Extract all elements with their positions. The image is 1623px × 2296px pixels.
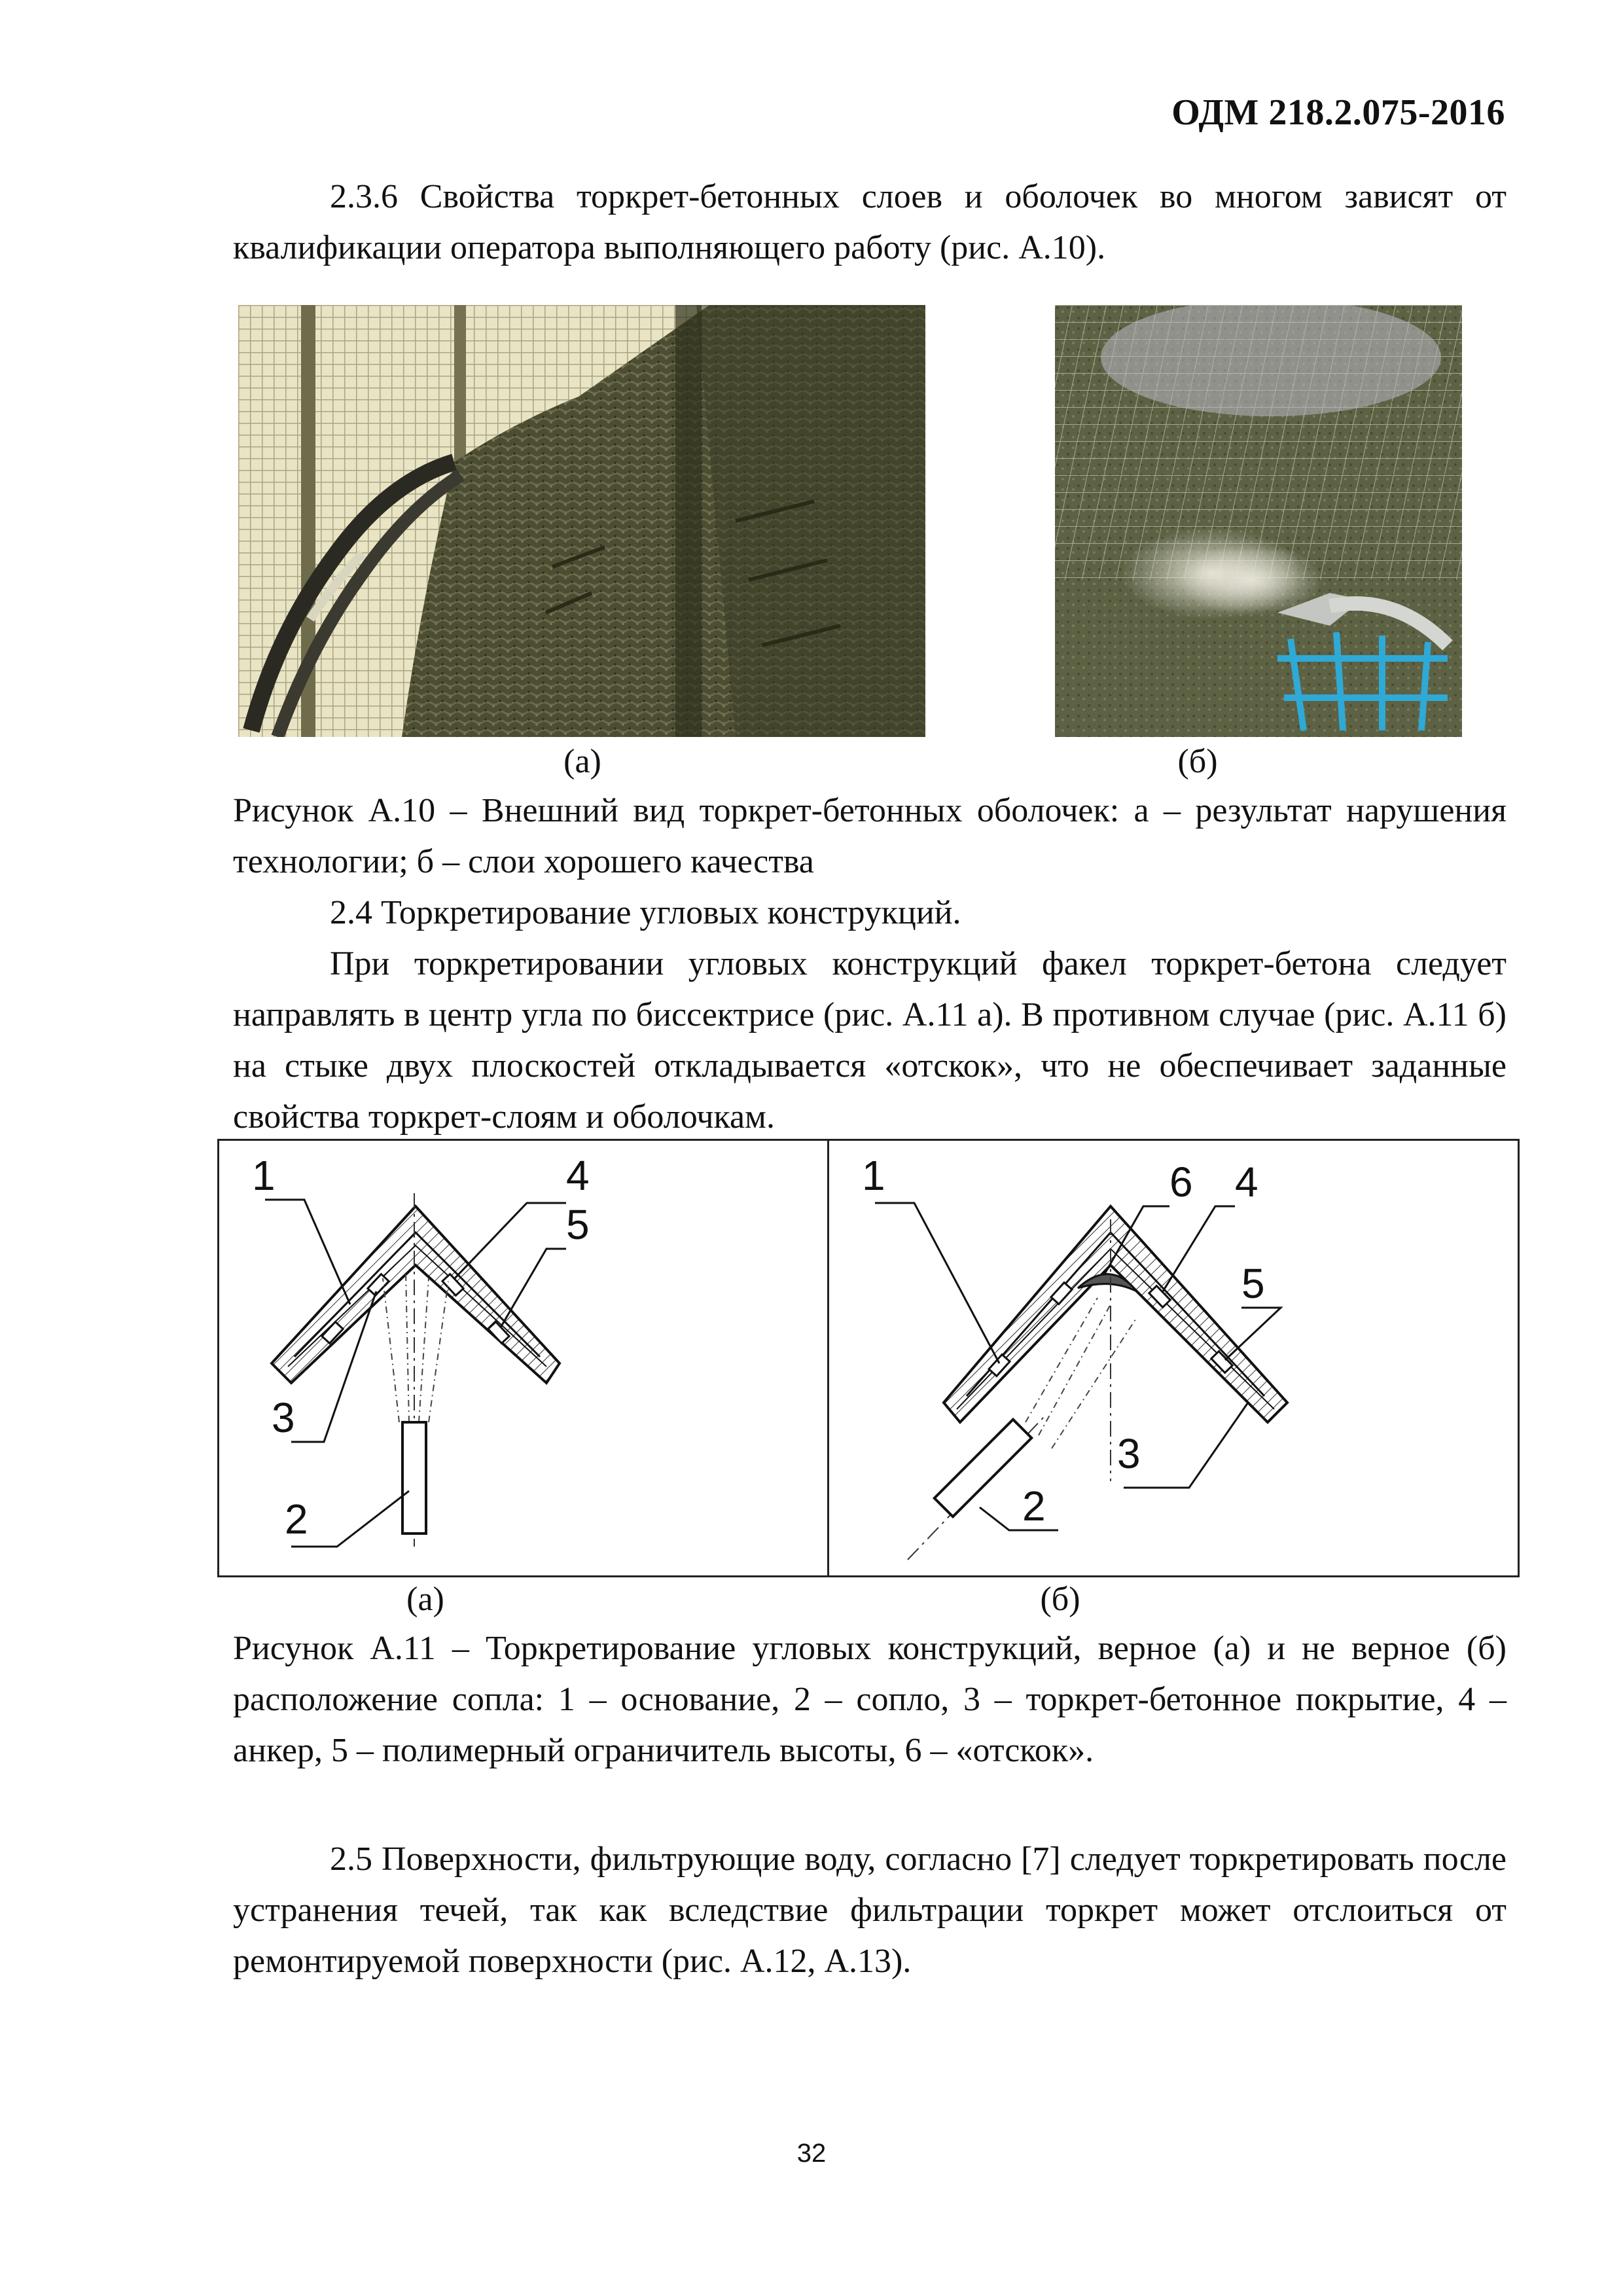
figure-a10-label-a: (а): [563, 743, 601, 780]
callout-b-3: 3: [1117, 1430, 1141, 1477]
callout-a-2: 2: [285, 1496, 308, 1543]
figure-a11-frame: [217, 1139, 1520, 1577]
callout-b-5: 5: [1241, 1260, 1265, 1307]
callout-b-1: 1: [862, 1152, 885, 1199]
photo-shotcrete-defective: [238, 305, 925, 737]
figure-a11-label-b: (б): [1040, 1581, 1080, 1618]
callout-b-4: 4: [1235, 1158, 1258, 1206]
figure-a10-caption: Рисунок А.10 – Внешний вид торкрет-бетонных оболочек: а – результат нарушения технологии; б – слои хорошего качества: [233, 792, 1507, 880]
paragraph-corner-shotcrete: При торкретировании угловых конструкций факел торкрет-бетона следует направлять в центр угла по биссектрисе (рис. А.11 а). В противном случае (рис. А.11 б) на стыке двух плоскостей откладывается «отскок», что не обеспечивает заданные свойства торкрет-слоям и оболочкам.: [233, 945, 1507, 1136]
paragraph-2-5: 2.5 Поверхности, фильтрующие воду, согласно [7] следует торкретировать после устранения течей, так как вследствие фильтрации торкрет может отслоиться от ремонтируемой поверхности (рис. А.12, А.13).: [233, 1840, 1507, 1980]
callout-a-3: 3: [272, 1394, 295, 1441]
callout-a-4: 4: [566, 1152, 590, 1199]
photo-shotcrete-good-quality: [1055, 305, 1462, 737]
diagram-incorrect-nozzle: [829, 1141, 1518, 1575]
figure-a11-label-a: (а): [406, 1581, 444, 1618]
callout-b-6: 6: [1169, 1158, 1193, 1206]
callout-a-1: 1: [252, 1152, 276, 1199]
callout-b-2: 2: [1022, 1482, 1046, 1530]
figure-a11-caption: Рисунок А.11 – Торкретирование угловых конструкций, верное (а) и не верное (б) расположение сопла: 1 – основание, 2 – сопло, 3 – торкрет-бетонное покрытие, 4 – анкер, 5 – полимерный ограничитель высоты, 6 – «отскок».: [233, 1630, 1507, 1769]
diagram-correct-nozzle: [219, 1141, 827, 1575]
figure-a10-label-b: (б): [1177, 743, 1218, 780]
callout-a-5: 5: [566, 1201, 590, 1248]
paragraph-2-4: 2.4 Торкретирование угловых конструкций.: [330, 894, 961, 931]
document-code: ОДМ 218.2.075-2016: [1171, 92, 1505, 133]
paragraph-2-3-6: 2.3.6 Свойства торкрет-бетонных слоев и оболочек во многом зависят от квалификации оператора выполняющего работу (рис. А.10).: [233, 178, 1507, 266]
page-number: 32: [796, 2139, 827, 2168]
